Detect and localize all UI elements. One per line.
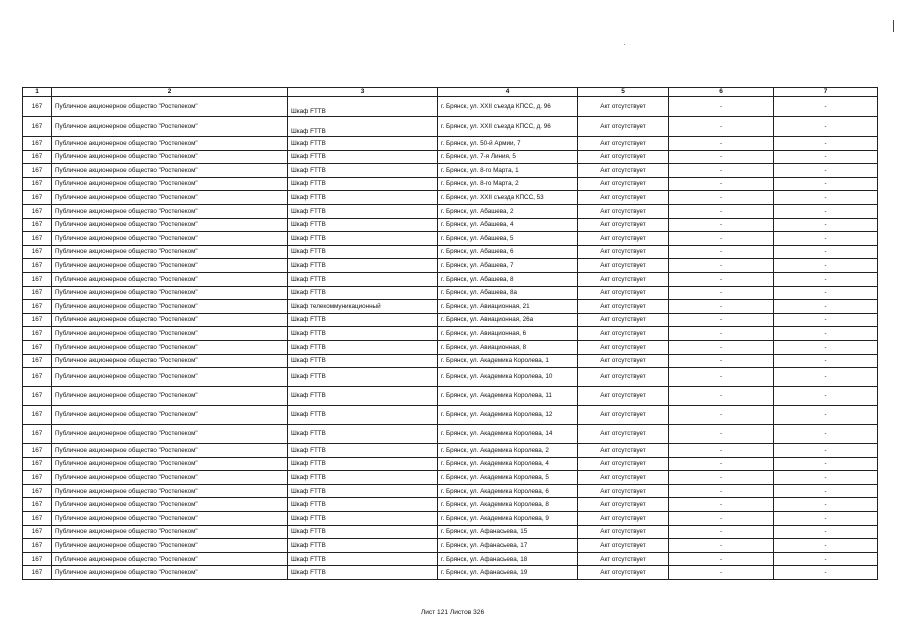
cell-col-3: Шкаф FTTB	[288, 164, 438, 178]
cell-col-7: -	[774, 425, 878, 444]
cell-col-1: 167	[23, 245, 52, 259]
cell-col-7: -	[774, 512, 878, 526]
cell-col-7: -	[774, 354, 878, 368]
cell-col-5: Акт отсутствует	[578, 444, 669, 458]
cell-col-1: 167	[23, 471, 52, 485]
cell-col-7: -	[774, 272, 878, 286]
cell-col-2: Публичное акционерное общество "Ростелеком"	[52, 177, 288, 191]
cell-col-7: -	[774, 525, 878, 539]
table-row	[23, 457, 878, 471]
header-col-3: 3	[288, 88, 438, 97]
cell-col-5: Акт отсутствует	[578, 300, 669, 314]
cell-col-2: Публичное акционерное общество "Ростелеком"	[52, 286, 288, 300]
cell-col-1: 167	[23, 150, 52, 164]
cell-col-2: Публичное акционерное общество "Ростелеком"	[52, 259, 288, 273]
cell-col-7: -	[774, 97, 878, 117]
cell-col-3: Шкаф FTTB	[288, 117, 438, 137]
header-col-1: 1	[23, 88, 52, 97]
table-row	[23, 300, 878, 314]
cell-col-7: -	[774, 484, 878, 498]
cell-col-6: -	[669, 457, 774, 471]
cell-col-6: -	[669, 484, 774, 498]
cell-col-4: г. Брянск, ул. Афанасьева, 17	[438, 539, 578, 553]
table-row	[23, 425, 878, 444]
cell-col-5: Акт отсутствует	[578, 484, 669, 498]
table-row	[23, 245, 878, 259]
cell-col-5: Акт отсутствует	[578, 272, 669, 286]
cell-col-1: 167	[23, 340, 52, 354]
cell-col-2: Публичное акционерное общество "Ростелеком"	[52, 552, 288, 566]
cell-col-2: Публичное акционерное общество "Ростелеком"	[52, 368, 288, 387]
cell-col-4: г. Брянск, ул. Академика Королева, 14	[438, 425, 578, 444]
cell-col-7: -	[774, 471, 878, 485]
cell-col-7: -	[774, 137, 878, 151]
cell-col-2: Публичное акционерное общество "Ростелеком"	[52, 387, 288, 406]
table-row	[23, 566, 878, 580]
header-col-7: 7	[774, 88, 878, 97]
cell-col-7: -	[774, 204, 878, 218]
table-row	[23, 137, 878, 151]
table-row	[23, 191, 878, 205]
cell-col-1: 167	[23, 498, 52, 512]
cell-col-6: -	[669, 471, 774, 485]
cell-col-2: Публичное акционерное общество "Ростелеком"	[52, 97, 288, 117]
cell-col-3: Шкаф FTTB	[288, 512, 438, 526]
cell-col-3: Шкаф FTTB	[288, 425, 438, 444]
cell-col-2: Публичное акционерное общество "Ростелеком"	[52, 457, 288, 471]
cell-col-3: Шкаф FTTB	[288, 232, 438, 246]
cell-col-2: Публичное акционерное общество "Ростелеком"	[52, 137, 288, 151]
table-body	[23, 97, 878, 580]
cell-col-6: -	[669, 539, 774, 553]
cell-col-6: -	[669, 191, 774, 205]
cell-col-1: 167	[23, 327, 52, 341]
cell-col-5: Акт отсутствует	[578, 387, 669, 406]
cell-col-7: -	[774, 313, 878, 327]
cell-col-3: Шкаф FTTB	[288, 286, 438, 300]
cell-col-6: -	[669, 354, 774, 368]
table-row	[23, 471, 878, 485]
cell-col-4: г. Брянск, ул. Академика Королева, 5	[438, 471, 578, 485]
cell-col-4: г. Брянск, ул. Абашева, 7	[438, 259, 578, 273]
cell-col-2: Публичное акционерное общество "Ростелеком"	[52, 232, 288, 246]
cell-col-5: Акт отсутствует	[578, 354, 669, 368]
cell-col-3: Шкаф FTTB	[288, 204, 438, 218]
cell-col-1: 167	[23, 525, 52, 539]
cell-col-1: 167	[23, 354, 52, 368]
cell-col-6: -	[669, 272, 774, 286]
cell-col-2: Публичное акционерное общество "Ростелеком"	[52, 539, 288, 553]
cell-col-6: -	[669, 425, 774, 444]
cell-col-7: -	[774, 164, 878, 178]
cell-col-6: -	[669, 525, 774, 539]
cell-col-2: Публичное акционерное общество "Ростелеком"	[52, 498, 288, 512]
cell-col-1: 167	[23, 566, 52, 580]
cell-col-7: -	[774, 232, 878, 246]
cell-col-1: 167	[23, 191, 52, 205]
table-row	[23, 327, 878, 341]
page-counter: Лист 121 Листов 326	[420, 609, 485, 616]
cell-col-3: Шкаф FTTB	[288, 552, 438, 566]
cell-col-4: г. Брянск, ул. Академика Королева, 2	[438, 444, 578, 458]
cell-col-5: Акт отсутствует	[578, 525, 669, 539]
cell-col-5: Акт отсутствует	[578, 539, 669, 553]
cell-col-6: -	[669, 313, 774, 327]
table-row	[23, 204, 878, 218]
table-row	[23, 354, 878, 368]
cell-col-1: 167	[23, 286, 52, 300]
cell-col-6: -	[669, 566, 774, 580]
cell-col-5: Акт отсутствует	[578, 232, 669, 246]
cell-col-5: Акт отсутствует	[578, 218, 669, 232]
cell-col-6: -	[669, 368, 774, 387]
cell-col-5: Акт отсутствует	[578, 498, 669, 512]
cell-col-2: Публичное акционерное общество "Ростелеком"	[52, 191, 288, 205]
cell-col-4: г. Брянск, ул. Академика Королева, 1	[438, 354, 578, 368]
cell-col-2: Публичное акционерное общество "Ростелеком"	[52, 272, 288, 286]
table-row	[23, 286, 878, 300]
table-row	[23, 484, 878, 498]
cell-col-3: Шкаф FTTB	[288, 191, 438, 205]
cell-col-5: Акт отсутствует	[578, 286, 669, 300]
cell-col-4: г. Брянск, ул. Афанасьева, 19	[438, 566, 578, 580]
cell-col-7: -	[774, 177, 878, 191]
cell-col-3: Шкаф FTTB	[288, 354, 438, 368]
cell-col-6: -	[669, 512, 774, 526]
table-row	[23, 525, 878, 539]
cell-col-6: -	[669, 498, 774, 512]
scan-speck	[624, 44, 625, 45]
cell-col-6: -	[669, 245, 774, 259]
table-row	[23, 387, 878, 406]
cell-col-5: Акт отсутствует	[578, 512, 669, 526]
cell-col-4: г. Брянск, ул. Академика Королева, 4	[438, 457, 578, 471]
cell-col-7: -	[774, 387, 878, 406]
cell-col-2: Публичное акционерное общество "Ростелеком"	[52, 218, 288, 232]
cell-col-3: Шкаф FTTB	[288, 177, 438, 191]
cell-col-4: г. Брянск, ул. Авиационная, 26а	[438, 313, 578, 327]
cell-col-6: -	[669, 387, 774, 406]
cell-col-1: 167	[23, 425, 52, 444]
cell-col-1: 167	[23, 444, 52, 458]
cell-col-5: Акт отсутствует	[578, 313, 669, 327]
table-row	[23, 512, 878, 526]
cell-col-4: г. Брянск, ул. Абашева, 8	[438, 272, 578, 286]
cell-col-7: -	[774, 457, 878, 471]
table-row	[23, 177, 878, 191]
cell-col-1: 167	[23, 368, 52, 387]
cell-col-4: г. Брянск, ул. Авиационная, 21	[438, 300, 578, 314]
cell-col-6: -	[669, 286, 774, 300]
cell-col-5: Акт отсутствует	[578, 259, 669, 273]
cell-col-2: Публичное акционерное общество "Ростелеком"	[52, 354, 288, 368]
cell-col-2: Публичное акционерное общество "Ростелеком"	[52, 300, 288, 314]
cell-col-7: -	[774, 245, 878, 259]
cell-col-4: г. Брянск, ул. Афанасьева, 18	[438, 552, 578, 566]
cell-col-2: Публичное акционерное общество "Ростелеком"	[52, 204, 288, 218]
cell-col-3: Шкаф FTTB	[288, 444, 438, 458]
table-row	[23, 406, 878, 425]
cell-col-1: 167	[23, 117, 52, 137]
cell-col-2: Публичное акционерное общество "Ростелеком"	[52, 150, 288, 164]
cell-col-3: Шкаф FTTB	[288, 259, 438, 273]
cell-col-3: Шкаф FTTB	[288, 471, 438, 485]
cell-col-4: г. Брянск, ул. Абашева, 5	[438, 232, 578, 246]
cell-col-6: -	[669, 259, 774, 273]
cell-col-5: Акт отсутствует	[578, 471, 669, 485]
cell-col-4: г. Брянск, ул. XXII съезда КПСС, 53	[438, 191, 578, 205]
cell-col-1: 167	[23, 539, 52, 553]
cell-col-1: 167	[23, 300, 52, 314]
cell-col-2: Публичное акционерное общество "Ростелеком"	[52, 444, 288, 458]
cell-col-3: Шкаф FTTB	[288, 97, 438, 117]
cell-col-3: Шкаф FTTB	[288, 525, 438, 539]
table-row	[23, 340, 878, 354]
cell-col-7: -	[774, 218, 878, 232]
cell-col-6: -	[669, 340, 774, 354]
cell-col-2: Публичное акционерное общество "Ростелеком"	[52, 245, 288, 259]
cell-col-4: г. Брянск, ул. Академика Королева, 12	[438, 406, 578, 425]
cell-col-1: 167	[23, 97, 52, 117]
cell-col-4: г. Брянск, ул. Академика Королева, 8	[438, 498, 578, 512]
cell-col-2: Публичное акционерное общество "Ростелеком"	[52, 425, 288, 444]
cell-col-3: Шкаф FTTB	[288, 218, 438, 232]
cell-col-6: -	[669, 177, 774, 191]
cell-col-7: -	[774, 300, 878, 314]
cell-col-3: Шкаф телекоммуникационный	[288, 300, 438, 314]
cell-col-2: Публичное акционерное общество "Ростелеком"	[52, 117, 288, 137]
cell-col-1: 167	[23, 177, 52, 191]
table-row	[23, 150, 878, 164]
cell-col-3: Шкаф FTTB	[288, 137, 438, 151]
cell-col-7: -	[774, 259, 878, 273]
cell-col-7: -	[774, 406, 878, 425]
cell-col-6: -	[669, 137, 774, 151]
cell-col-5: Акт отсутствует	[578, 177, 669, 191]
cell-col-1: 167	[23, 272, 52, 286]
cell-col-2: Публичное акционерное общество "Ростелеком"	[52, 512, 288, 526]
table-row	[23, 444, 878, 458]
cell-col-3: Шкаф FTTB	[288, 327, 438, 341]
cell-col-7: -	[774, 498, 878, 512]
cell-col-4: г. Брянск, ул. Авиационная, 6	[438, 327, 578, 341]
table-row	[23, 164, 878, 178]
cell-col-3: Шкаф FTTB	[288, 368, 438, 387]
cell-col-6: -	[669, 218, 774, 232]
cell-col-2: Публичное акционерное общество "Ростелеком"	[52, 525, 288, 539]
cell-col-1: 167	[23, 137, 52, 151]
table-row	[23, 218, 878, 232]
cell-col-5: Акт отсутствует	[578, 191, 669, 205]
table-row	[23, 97, 878, 117]
cell-col-5: Акт отсутствует	[578, 97, 669, 117]
table-row	[23, 368, 878, 387]
table-row	[23, 259, 878, 273]
cell-col-6: -	[669, 97, 774, 117]
cell-col-3: Шкаф FTTB	[288, 313, 438, 327]
cell-col-6: -	[669, 150, 774, 164]
cell-col-2: Публичное акционерное общество "Ростелеком"	[52, 471, 288, 485]
cell-col-5: Акт отсутствует	[578, 137, 669, 151]
cell-col-2: Публичное акционерное общество "Ростелеком"	[52, 340, 288, 354]
cell-col-4: г. Брянск, ул. Авиационная, 8	[438, 340, 578, 354]
cell-col-3: Шкаф FTTB	[288, 457, 438, 471]
scan-edge-mark	[893, 20, 894, 32]
cell-col-5: Акт отсутствует	[578, 368, 669, 387]
cell-col-6: -	[669, 164, 774, 178]
cell-col-5: Акт отсутствует	[578, 164, 669, 178]
table-row	[23, 552, 878, 566]
cell-col-5: Акт отсутствует	[578, 406, 669, 425]
cell-col-4: г. Брянск, ул. Академика Королева, 9	[438, 512, 578, 526]
table-row	[23, 539, 878, 553]
cell-col-3: Шкаф FTTB	[288, 484, 438, 498]
cell-col-2: Публичное акционерное общество "Ростелеком"	[52, 484, 288, 498]
cell-col-5: Акт отсутствует	[578, 117, 669, 137]
cell-col-3: Шкаф FTTB	[288, 150, 438, 164]
cell-col-3: Шкаф FTTB	[288, 539, 438, 553]
cell-col-4: г. Брянск, ул. 7-я Линия, 5	[438, 150, 578, 164]
cell-col-4: г. Брянск, ул. Абашева, 2	[438, 204, 578, 218]
cell-col-1: 167	[23, 484, 52, 498]
cell-col-2: Публичное акционерное общество "Ростелеком"	[52, 313, 288, 327]
cell-col-4: г. Брянск, ул. Абашева, 8а	[438, 286, 578, 300]
cell-col-3: Шкаф FTTB	[288, 566, 438, 580]
cell-col-5: Акт отсутствует	[578, 457, 669, 471]
cell-col-1: 167	[23, 313, 52, 327]
table-row	[23, 272, 878, 286]
cell-col-1: 167	[23, 512, 52, 526]
cell-col-1: 167	[23, 457, 52, 471]
header-col-6: 6	[669, 88, 774, 97]
cell-col-1: 167	[23, 259, 52, 273]
cell-col-6: -	[669, 204, 774, 218]
cell-col-6: -	[669, 406, 774, 425]
cell-col-1: 167	[23, 218, 52, 232]
cell-col-4: г. Брянск, ул. 8-го Марта, 1	[438, 164, 578, 178]
cell-col-3: Шкаф FTTB	[288, 387, 438, 406]
cell-col-3: Шкаф FTTB	[288, 245, 438, 259]
cell-col-3: Шкаф FTTB	[288, 406, 438, 425]
cell-col-7: -	[774, 552, 878, 566]
cell-col-3: Шкаф FTTB	[288, 498, 438, 512]
cell-col-7: -	[774, 539, 878, 553]
cell-col-5: Акт отсутствует	[578, 150, 669, 164]
cell-col-6: -	[669, 327, 774, 341]
cell-col-4: г. Брянск, ул. Академика Королева, 11	[438, 387, 578, 406]
cell-col-1: 167	[23, 204, 52, 218]
cell-col-2: Публичное акционерное общество "Ростелеком"	[52, 566, 288, 580]
cell-col-3: Шкаф FTTB	[288, 340, 438, 354]
cell-col-6: -	[669, 552, 774, 566]
cell-col-5: Акт отсутствует	[578, 327, 669, 341]
cell-col-2: Публичное акционерное общество "Ростелеком"	[52, 327, 288, 341]
cell-col-7: -	[774, 117, 878, 137]
cell-col-1: 167	[23, 164, 52, 178]
cell-col-4: г. Брянск, ул. 8-го Марта, 2	[438, 177, 578, 191]
cell-col-1: 167	[23, 232, 52, 246]
cell-col-4: г. Брянск, ул. 50-й Армии, 7	[438, 137, 578, 151]
cell-col-4: г. Брянск, ул. Афанасьева, 15	[438, 525, 578, 539]
cell-col-2: Публичное акционерное общество "Ростелеком"	[52, 406, 288, 425]
header-row	[23, 88, 878, 97]
cell-col-5: Акт отсутствует	[578, 425, 669, 444]
header-col-2: 2	[52, 88, 288, 97]
cell-col-7: -	[774, 368, 878, 387]
header-col-5: 5	[578, 88, 669, 97]
cell-col-2: Публичное акционерное общество "Ростелеком"	[52, 164, 288, 178]
cell-col-5: Акт отсутствует	[578, 566, 669, 580]
cell-col-4: г. Брянск, ул. Абашева, 4	[438, 218, 578, 232]
registry-table	[22, 87, 878, 580]
cell-col-4: г. Брянск, ул. XXII съезда КПСС, д. 96	[438, 117, 578, 137]
table-row	[23, 498, 878, 512]
cell-col-7: -	[774, 340, 878, 354]
cell-col-6: -	[669, 300, 774, 314]
cell-col-5: Акт отсутствует	[578, 204, 669, 218]
cell-col-4: г. Брянск, ул. Академика Королева, 6	[438, 484, 578, 498]
cell-col-1: 167	[23, 387, 52, 406]
cell-col-7: -	[774, 327, 878, 341]
cell-col-1: 167	[23, 552, 52, 566]
cell-col-7: -	[774, 444, 878, 458]
cell-col-5: Акт отсутствует	[578, 340, 669, 354]
cell-col-3: Шкаф FTTB	[288, 272, 438, 286]
cell-col-6: -	[669, 117, 774, 137]
cell-col-7: -	[774, 286, 878, 300]
table-header	[23, 88, 878, 97]
table-row	[23, 232, 878, 246]
cell-col-7: -	[774, 191, 878, 205]
table-row	[23, 117, 878, 137]
cell-col-6: -	[669, 444, 774, 458]
cell-col-4: г. Брянск, ул. Академика Королева, 10	[438, 368, 578, 387]
cell-col-6: -	[669, 232, 774, 246]
header-col-4: 4	[438, 88, 578, 97]
cell-col-7: -	[774, 566, 878, 580]
cell-col-4: г. Брянск, ул. XXII съезда КПСС, д. 96	[438, 97, 578, 117]
cell-col-7: -	[774, 150, 878, 164]
cell-col-1: 167	[23, 406, 52, 425]
cell-col-5: Акт отсутствует	[578, 552, 669, 566]
cell-col-4: г. Брянск, ул. Абашева, 6	[438, 245, 578, 259]
table-row	[23, 313, 878, 327]
cell-col-5: Акт отсутствует	[578, 245, 669, 259]
